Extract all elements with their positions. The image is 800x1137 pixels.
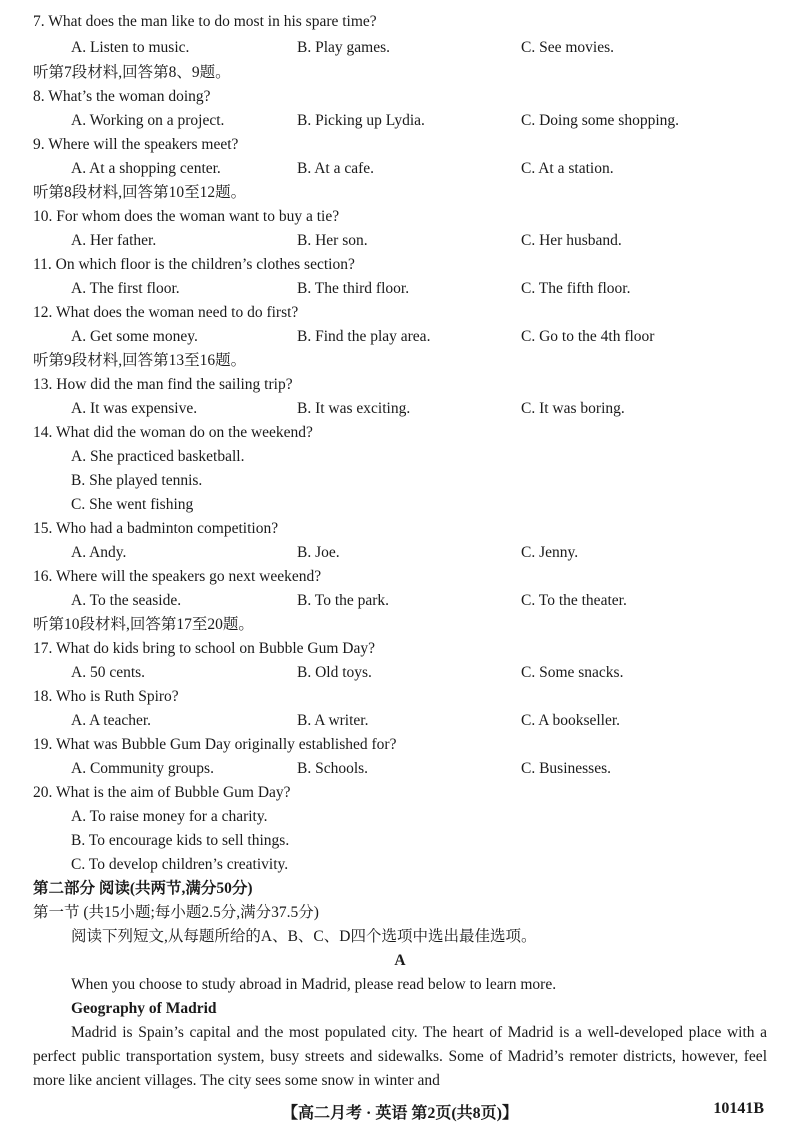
option-a: A. Working on a project. (71, 112, 225, 129)
option-a: A. Get some money. (71, 328, 198, 345)
option-c: C. Her husband. (521, 232, 622, 249)
option-b: B. Schools. (297, 760, 369, 777)
footer-code: 10141B (713, 1100, 764, 1117)
question-9-options (71, 157, 770, 181)
option-b: B. The third floor. (297, 280, 410, 297)
question-14-option-c: C. She went fishing (71, 496, 194, 513)
part-two-title: 第二部分 阅读(共两节,满分50分) (33, 880, 253, 897)
question-14-option-a: A. She practiced basketball. (71, 448, 245, 465)
option-a: A. Community groups. (71, 760, 214, 777)
option-a: A. To the seaside. (71, 592, 182, 609)
option-b: B. Play games. (297, 39, 390, 56)
question-9: 9. Where will the speakers meet? (33, 136, 239, 153)
question-16: 16. Where will the speakers go next weekend? (33, 568, 322, 585)
question-10-options (71, 229, 770, 253)
option-b: B. Her son. (297, 232, 368, 249)
option-a: A. Listen to music. (71, 39, 190, 56)
option-a: A. 50 cents. (71, 664, 146, 681)
page-footer (0, 1100, 800, 1128)
option-c: C. It was boring. (521, 400, 625, 417)
question-13: 13. How did the man find the sailing trip? (33, 376, 293, 393)
question-8: 8. What’s the woman doing? (33, 88, 211, 105)
option-c: C. A bookseller. (521, 712, 621, 729)
option-a: A. The first floor. (71, 280, 180, 297)
option-c: C. Go to the 4th floor (521, 328, 655, 345)
option-a: A. Andy. (71, 544, 127, 561)
question-18: 18. Who is Ruth Spiro? (33, 688, 179, 705)
section-heading-9: 听第9段材料,回答第13至16题。 (33, 352, 247, 369)
question-19-options (71, 757, 770, 781)
passage-heading: Geography of Madrid (71, 1000, 217, 1017)
question-18-options (71, 709, 770, 733)
part-two-instructions: 阅读下列短文,从每题所给的A、B、C、D四个选项中选出最佳选项。 (71, 928, 537, 945)
option-a: A. It was expensive. (71, 400, 198, 417)
option-c: C. Jenny. (521, 544, 579, 561)
question-10: 10. For whom does the woman want to buy a tie? (33, 208, 340, 225)
question-20-option-a: A. To raise money for a charity. (71, 808, 268, 825)
question-14-option-b: B. She played tennis. (71, 472, 203, 489)
footer-page-info: 【高二月考 · 英语 第2页(共8页)】 (282, 1105, 518, 1122)
option-b: B. Old toys. (297, 664, 372, 681)
question-15-options (71, 541, 770, 565)
option-a: A. A teacher. (71, 712, 152, 729)
question-14: 14. What did the woman do on the weekend? (33, 424, 313, 441)
option-c: C. To the theater. (521, 592, 627, 609)
passage-intro: When you choose to study abroad in Madrid, please read below to learn more. (71, 976, 557, 993)
option-a: A. Her father. (71, 232, 157, 249)
option-b: B. It was exciting. (297, 400, 411, 417)
question-11: 11. On which floor is the children’s clothes section? (33, 256, 355, 273)
option-b: B. To the park. (297, 592, 390, 609)
option-c: C. Doing some shopping. (521, 112, 680, 129)
question-16-options (71, 589, 770, 613)
option-b: B. Find the play area. (297, 328, 431, 345)
passage-paragraph (33, 1021, 767, 1093)
option-c: C. Some snacks. (521, 664, 624, 681)
section-heading-8: 听第8段材料,回答第10至12题。 (33, 184, 247, 201)
option-a: A. At a shopping center. (71, 160, 221, 177)
question-8-options (71, 109, 770, 133)
part-two-subtitle: 第一节 (共15小题;每小题2.5分,满分37.5分) (33, 904, 319, 921)
option-b: B. Picking up Lydia. (297, 112, 425, 129)
question-19: 19. What was Bubble Gum Day originally established for? (33, 736, 397, 753)
question-20: 20. What is the aim of Bubble Gum Day? (33, 784, 291, 801)
question-20-option-b: B. To encourage kids to sell things. (71, 832, 290, 849)
option-b: B. At a cafe. (297, 160, 375, 177)
question-13-options (71, 397, 770, 421)
question-17-options (71, 661, 770, 685)
option-c: C. At a station. (521, 160, 614, 177)
question-17: 17. What do kids bring to school on Bubble Gum Day? (33, 640, 375, 657)
question-7: 7. What does the man like to do most in his spare time? (33, 13, 377, 30)
option-c: C. The fifth floor. (521, 280, 631, 297)
option-b: B. A writer. (297, 712, 369, 729)
section-heading-7: 听第7段材料,回答第8、9题。 (33, 64, 231, 81)
question-12-options (71, 325, 770, 349)
question-20-option-c: C. To develop children’s creativity. (71, 856, 289, 873)
question-11-options (71, 277, 770, 301)
option-b: B. Joe. (297, 544, 340, 561)
question-12: 12. What does the woman need to do first? (33, 304, 299, 321)
question-15: 15. Who had a badminton competition? (33, 520, 279, 537)
passage-letter: A (394, 952, 406, 969)
option-c: C. Businesses. (521, 760, 611, 777)
paragraph-text: Madrid is Spain’s capital and the most populated city. The heart of Madrid is a well-developed place with a perfect public transportation system, busy streets and sidewalks. Some of Madrid’s remoter districts, however, feel more like ancient villages. The city sees some snow in winter and (33, 1024, 767, 1089)
section-heading-10: 听第10段材料,回答第17至20题。 (33, 616, 254, 633)
question-7-options (71, 36, 770, 60)
option-c: C. See movies. (521, 39, 614, 56)
